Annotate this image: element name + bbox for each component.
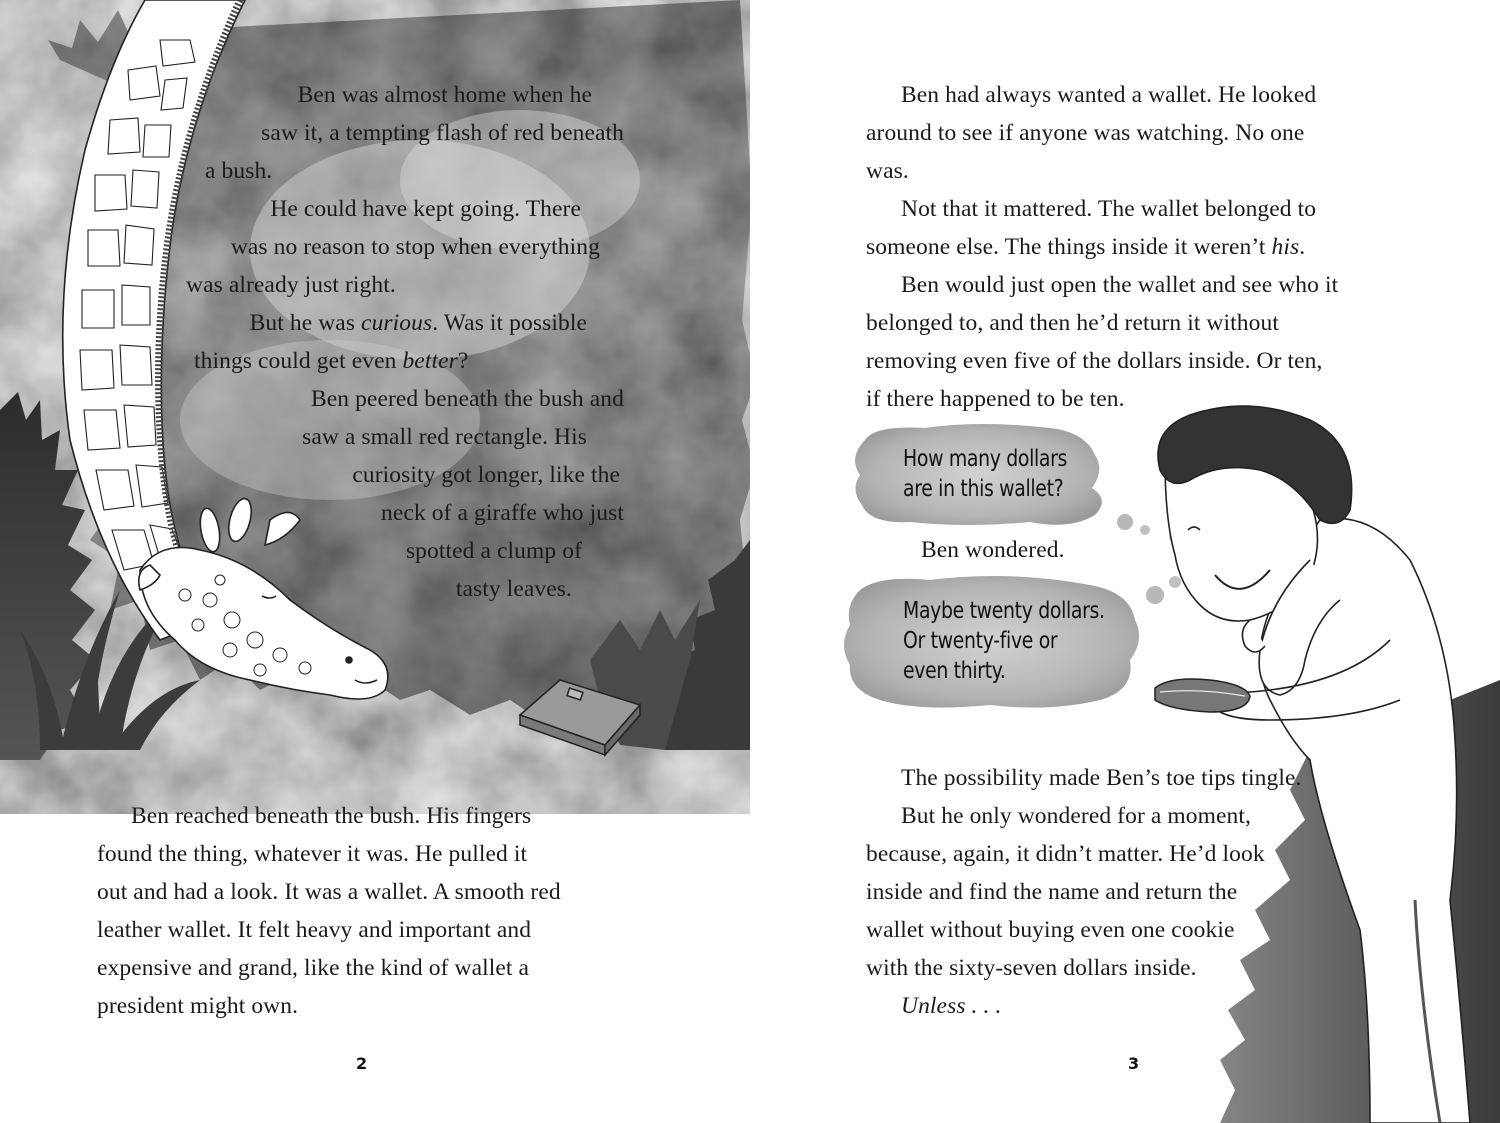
text-line: Not that it mattered. The wallet belonged to [901, 196, 1317, 222]
text-line: wallet without buying even one cookie [866, 917, 1235, 943]
text-line [866, 987, 1302, 1025]
text-line: leather wallet. It felt heavy and important and [97, 917, 532, 943]
text-line: Ben peered beneath the bush and [310, 386, 624, 412]
text-line [866, 228, 1338, 266]
text-line: The possibility made Ben’s toe tips tingle. [901, 765, 1302, 791]
text-line: if there happened to be ten. [866, 386, 1125, 412]
bubble-line: Maybe twenty dollars. [903, 598, 1105, 624]
text-line: removing even five of the dollars inside. Or ten, [866, 348, 1323, 374]
text-line: Ben had always wanted a wallet. He looked [901, 82, 1317, 108]
text-fragment: But he was [249, 310, 362, 336]
illustration-text [150, 76, 624, 608]
text-line [150, 342, 624, 380]
text-line: was already just right. [186, 272, 396, 298]
text-line: was no reason to stop when everything [230, 234, 600, 260]
wallet-in-hand [1155, 679, 1250, 712]
text-line: Ben would just open the wallet and see who it [901, 272, 1339, 298]
emphasis-curious: curious [361, 310, 433, 336]
text-line: saw it, a tempting flash of red beneath [261, 120, 624, 146]
text-line: spotted a clump of [405, 538, 582, 564]
page-number: 3 [1128, 1054, 1140, 1073]
text-line: a bush. [205, 158, 273, 184]
top-text [866, 76, 1338, 418]
text-line: Ben was almost home when he [297, 82, 592, 108]
text-line: found the thing, whatever it was. He pulled it [97, 841, 528, 867]
bottom-text [866, 759, 1302, 1025]
text-line: But he only wondered for a moment, [901, 803, 1251, 829]
text-line: was. [866, 158, 909, 184]
text-line: because, again, it didn’t matter. He’d look [866, 841, 1265, 867]
text-fragment: someone else. The things inside it weren’t [866, 234, 1272, 260]
text-line: belonged to, and then he’d return it without [866, 310, 1279, 336]
text-line: neck of a giraffe who just [381, 500, 624, 526]
bubble-line: are in this wallet? [903, 476, 1064, 502]
text-fragment: things could get even [194, 348, 403, 374]
emphasis-better: better [402, 348, 458, 374]
text-line: out and had a look. It was a wallet. A smooth red [97, 879, 561, 905]
bubble-line: How many dollars [903, 446, 1068, 472]
text-line: saw a small red rectangle. His [302, 424, 587, 450]
text-fragment: ? [457, 348, 469, 374]
text-fragment: . Was it possible [432, 310, 587, 336]
text-fragment: . [1299, 234, 1306, 260]
emphasis-unless: Unless . . . [901, 993, 1002, 1019]
thought-bubble-1-text [903, 444, 1067, 504]
text-line: tasty leaves. [455, 576, 572, 602]
body-text [97, 797, 561, 1025]
thought-bubble-2-text [903, 596, 1105, 686]
text-line: He could have kept going. There [270, 196, 581, 222]
text-line: around to see if anyone was watching. No one [866, 120, 1305, 146]
text-line: curiosity got longer, like the [352, 462, 620, 488]
text-line: with the sixty-seven dollars inside. [866, 955, 1197, 981]
page-number: 2 [356, 1054, 368, 1073]
text-line: expensive and grand, like the kind of wallet a [97, 955, 530, 981]
text-line: inside and find the name and return the [866, 879, 1238, 905]
emphasis-his: his [1271, 234, 1300, 260]
ben-wondered-text: Ben wondered. [921, 537, 1065, 563]
text-line: Ben reached beneath the bush. His fingers [131, 803, 532, 829]
bubble-line: even thirty. [903, 658, 1006, 684]
text-line: president might own. [97, 993, 299, 1019]
right-page [750, 0, 1500, 1123]
text-line [150, 304, 624, 342]
bubble-line: Or twenty-five or [903, 628, 1058, 654]
